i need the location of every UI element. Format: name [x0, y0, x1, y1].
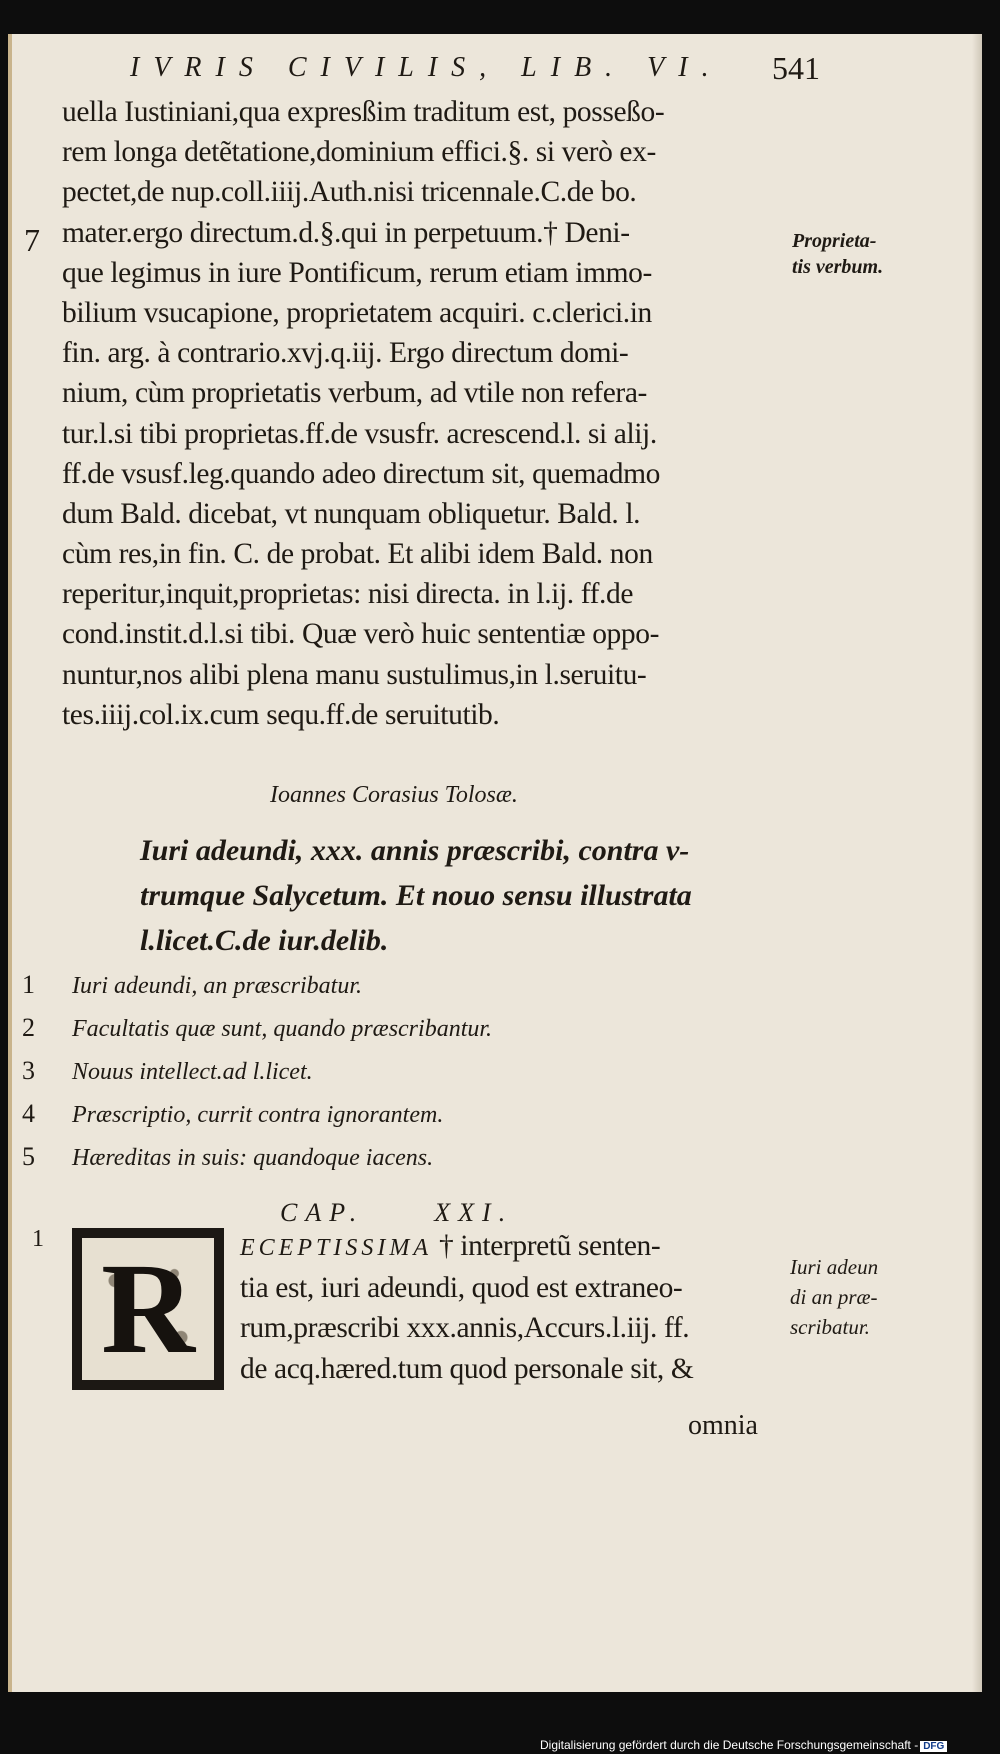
marginal-note-line: di an præ- — [790, 1285, 878, 1309]
body-text-line: pectet,de nup.coll.iiij.Auth.nisi tricennale.C.de bo. — [62, 176, 637, 209]
list-item — [22, 1056, 742, 1099]
body-text-line: mater.ergo directum.d.§.qui in perpetuum.† Deni- — [62, 216, 630, 249]
decorated-initial-frame — [80, 1236, 216, 1382]
body-text-line: ff.de vsusf.leg.quando adeo directum sit, quemadmo — [62, 457, 660, 490]
running-head: IVRIS CIVILIS, LIB. VI. — [130, 52, 723, 83]
initial-letter: R — [101, 1237, 195, 1381]
body-text-line: cond.instit.d.l.si tibi. Quæ verò huic sententiæ oppo- — [62, 618, 660, 651]
decorated-initial — [72, 1228, 224, 1390]
author-line: Ioannes Corasius Tolosæ. — [270, 782, 518, 808]
list-item — [22, 970, 742, 1013]
page-number: 541 — [772, 50, 820, 86]
body-text-line: tur.l.si tibi proprietas.ff.de vsusfr. acrescend.l. si alij. — [62, 417, 657, 450]
body-text-line: nuntur,nos alibi plena manu sustulimus,in l.seruitu- — [62, 658, 647, 691]
list-item — [22, 1013, 742, 1056]
list-item-text: Nouus intellect.ad l.licet. — [72, 1059, 313, 1085]
chapter-summary-line: trumque Salycetum. Et nouo sensu illustrata — [140, 879, 692, 912]
body-text-line: dum Bald. dicebat, vt nunquam obliquetur. Bald. l. — [62, 497, 641, 530]
marginal-note-line: tis verbum. — [792, 256, 884, 278]
dfg-logo: DFG — [920, 1741, 947, 1752]
body-text-line: fin. arg. à contrario.xvj.q.iij. Ergo directum domi- — [62, 337, 629, 370]
list-item-text: Præscriptio, currit contra ignorantem. — [72, 1102, 444, 1128]
body-text-line: nium, cùm proprietatis verbum, ad vtile non refera- — [62, 377, 647, 410]
body-text-line: bilium vsucapione, proprietatem acquiri. c.clerici.in — [62, 296, 652, 329]
page-edge-shadow — [972, 34, 982, 1692]
footer-text: Digitalisierung gefördert durch die Deutsche Forschungsgemeinschaft - — [540, 1738, 919, 1752]
list-item-number: 5 — [22, 1142, 35, 1171]
marginal-number: 1 — [32, 1226, 44, 1252]
list-item-number: 2 — [22, 1013, 35, 1042]
chapter-heading-cap: CAP. — [280, 1198, 365, 1227]
body-text-line: rem longa detẽtatione,dominium effici.§. si verò ex- — [62, 136, 656, 169]
chapter-text-line: de acq.hæred.tum quod personale sit, & — [240, 1352, 694, 1385]
chapter-opening-word: ECEPTISSIMA — [240, 1235, 432, 1261]
chapter-heading-number: XXI. — [434, 1198, 514, 1227]
chapter-summary-line: l.licet.C.de iur.delib. — [140, 924, 389, 957]
chapter-text-rest: † interpretũ senten- — [431, 1230, 661, 1262]
body-text-line: que legimus in iure Pontificum, rerum etiam immo- — [62, 256, 652, 289]
body-text-line: cùm res,in fin. C. de probat. Et alibi idem Bald. non — [62, 538, 653, 571]
marginal-note — [790, 1252, 878, 1342]
digitization-credit — [540, 1738, 947, 1752]
list-item — [22, 1142, 742, 1185]
summary-list — [22, 970, 742, 1185]
marginal-note-line: scribatur. — [790, 1315, 870, 1339]
marginal-note — [792, 228, 883, 280]
chapter-summary-line: Iuri adeundi, xxx. annis præscribi, contra v- — [140, 834, 690, 867]
chapter-text-line — [240, 1226, 780, 1268]
list-item-text: Hæreditas in suis: quandoque iacens. — [72, 1145, 434, 1171]
chapter-text — [240, 1226, 780, 1389]
list-item-number: 1 — [22, 970, 35, 999]
chapter-heading — [280, 1198, 513, 1228]
marginal-note-line: Iuri adeun — [790, 1255, 879, 1279]
list-item-text: Iuri adeundi, an præscribatur. — [72, 973, 363, 999]
body-text-line: uella Iustiniani,qua expresßim traditum est, posseßo- — [62, 96, 665, 128]
catchword: omnia — [688, 1410, 758, 1441]
list-item — [22, 1099, 742, 1142]
marginal-number: 7 — [24, 222, 40, 258]
body-text-line: reperitur,inquit,proprietas: nisi directa. in l.ij. ff.de — [62, 578, 634, 611]
body-text — [62, 92, 782, 735]
list-item-text: Facultatis quæ sunt, quando præscribantur. — [72, 1016, 493, 1042]
chapter-summary — [140, 828, 780, 963]
list-item-number: 4 — [22, 1099, 35, 1128]
marginal-note-line: Proprieta- — [792, 230, 877, 252]
chapter-text-line: rum,præscribi xxx.annis,Accurs.l.iij. ff. — [240, 1312, 690, 1345]
chapter-text-line: tia est, iuri adeundi, quod est extraneo- — [240, 1272, 683, 1305]
list-item-number: 3 — [22, 1056, 35, 1085]
body-text-line: tes.iiij.col.ix.cum sequ.ff.de seruitutib. — [62, 698, 500, 731]
